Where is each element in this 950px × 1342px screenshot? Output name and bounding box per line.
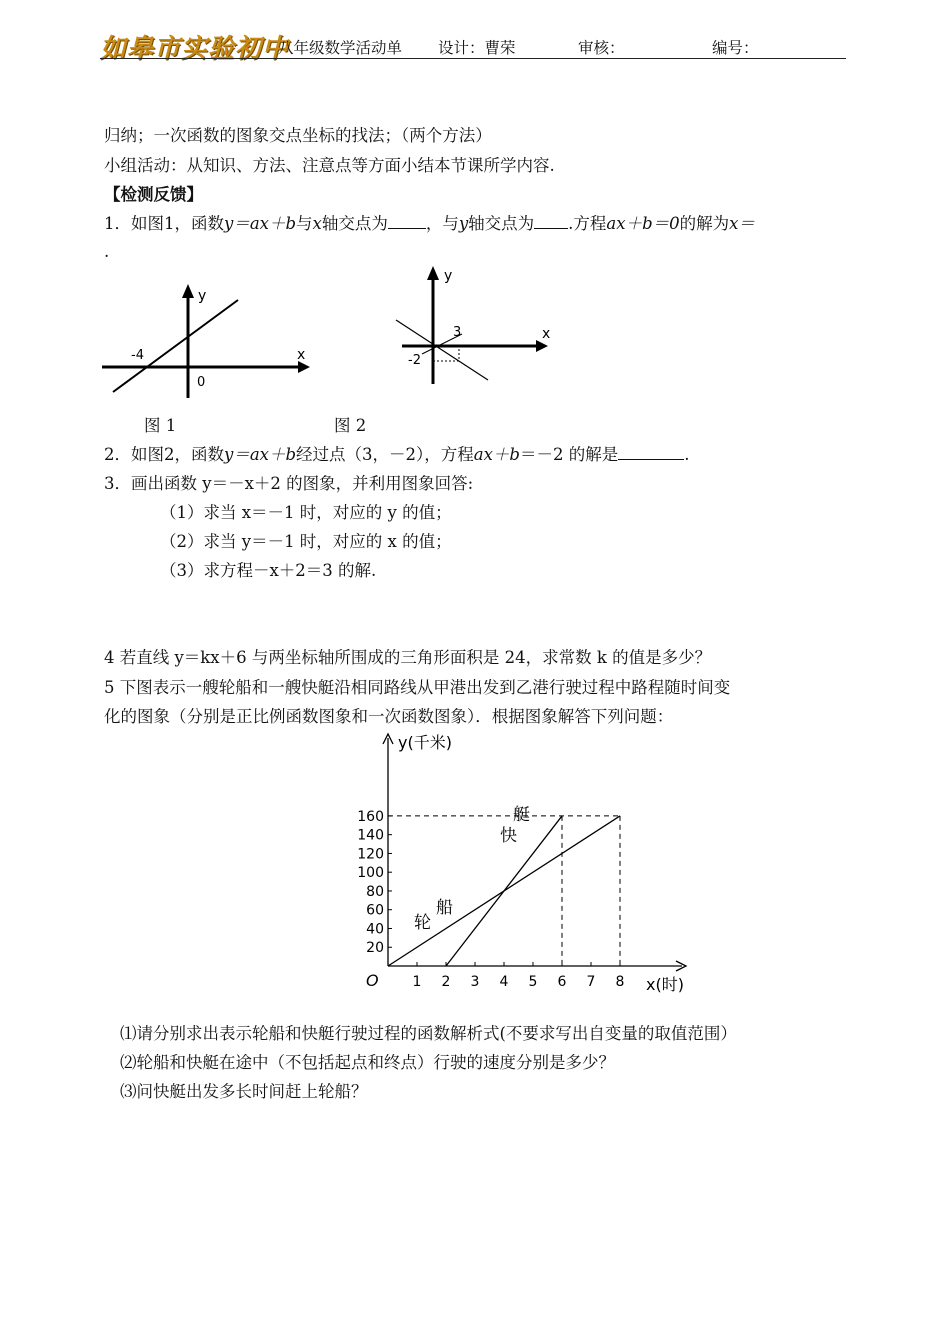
figure-2 [392,262,562,387]
x-tick-label: 7 [586,974,596,990]
fig2-label-3: 3 [453,325,462,340]
origin-label: O [366,971,379,990]
header-rule [100,58,846,59]
question-1: 1．如图1，函数y＝ax＋b与x轴交点为 ，与y轴交点为 .方程ax＋b＝0的解为x＝ [104,214,755,233]
question-5-sub-2: ⑵轮船和快艇在途中（不包括起点和终点）行驶的速度分别是多少？ [120,1053,615,1072]
fig1-line [113,300,238,392]
question-3: 3．画出函数 y＝－x＋2 的图象，并利用图象回答: [104,474,474,493]
fig1-neg4-label: -4 [131,348,144,363]
fig2-label-neg2: -2 [408,353,421,368]
question-3-sub-2: （2）求当 y＝－1 时，对应的 x 的值； [160,532,452,551]
header-review: 审核： [578,39,625,57]
x-tick-label: 4 [499,974,509,990]
header-title: 八年级数学活动单 [278,39,403,57]
answer-blank[interactable] [534,212,568,229]
fig2-caption: 图 2 [334,416,367,435]
y-tick-label: 80 [366,883,384,900]
y-tick-label: 20 [366,940,384,957]
fig1-origin-label: 0 [197,375,206,390]
answer-blank[interactable] [618,443,684,460]
question-2: 2．如图2，函数y＝ax＋b经过点（3，－2），方程ax＋b＝－2 的解是 . [104,445,690,464]
question-5-sub-1: ⑴请分别求出表示轮船和快艇行驶过程的函数解析式(不要求写出自变量的取值范围） [120,1024,737,1043]
fig2-y-label: y [444,268,453,284]
school-logo: 如皋市实验初中 [100,34,290,64]
group-activity-text: 小组活动：从知识、方法、注意点等方面小结本节课所学内容. [104,156,555,175]
y-tick-label: 100 [357,865,384,882]
fig2-y-arrow [427,266,439,280]
y-tick-label: 120 [357,846,384,863]
question-3-sub-1: （1）求当 x＝－1 时，对应的 y 的值； [160,503,452,522]
figure-1 [98,278,318,408]
fig2-line [396,320,488,380]
speedboat-label-char-2: 艇 [513,805,530,825]
question-1-tail: . [104,242,110,261]
question-4: 4 若直线 y＝kx＋6 与两坐标轴所围成的三角形面积是 24，求常数 k 的值是多少？ [104,648,712,667]
y-axis-label: y(千米) [398,733,452,752]
ship-label-char-1: 轮 [414,913,431,933]
fig1-x-label: x [297,347,306,363]
fig1-y-label: y [198,288,207,304]
x-tick-label: 5 [528,974,538,990]
x-tick-label: 8 [615,974,625,990]
question-5-line-2: 化的图象（分别是正比例函数图象和一次函数图象）．根据图象解答下列问题： [104,707,674,726]
fig2-x-label: x [542,326,551,342]
question-5-line-1: 5 下图表示一艘轮船和一艘快艇沿相同路线从甲港出发到乙港行驶过程中路程随时间变 [104,678,731,697]
x-tick-label: 1 [412,974,422,990]
answer-blank[interactable] [388,212,426,229]
y-tick-label: 140 [357,827,384,844]
y-tick-label: 60 [366,902,384,919]
y-tick-label: 40 [366,921,384,938]
x-tick-label: 6 [557,974,567,990]
x-axis-label: x(时) [646,975,684,994]
question-5-sub-3: ⑶问快艇出发多长时间赶上轮船？ [120,1082,368,1101]
summary-text: 归纳；一次函数的图象交点坐标的找法；（两个方法） [104,126,492,145]
fig1-y-arrow [182,284,194,298]
question-3-sub-3: （3）求方程－x＋2＝3 的解. [160,561,377,580]
distance-time-chart [350,728,710,1000]
y-tick-label: 160 [357,808,384,825]
x-tick-label: 3 [470,974,480,990]
x-tick-label: 2 [441,974,451,990]
speedboat-label-char-1: 快 [500,826,517,846]
fig1-caption: 图 1 [144,416,177,435]
header-number: 编号： [712,39,759,57]
header-design: 设计：曹荣 [438,39,516,57]
ship-label-char-2: 船 [436,898,453,918]
section-title: 【检测反馈】 [104,185,203,204]
